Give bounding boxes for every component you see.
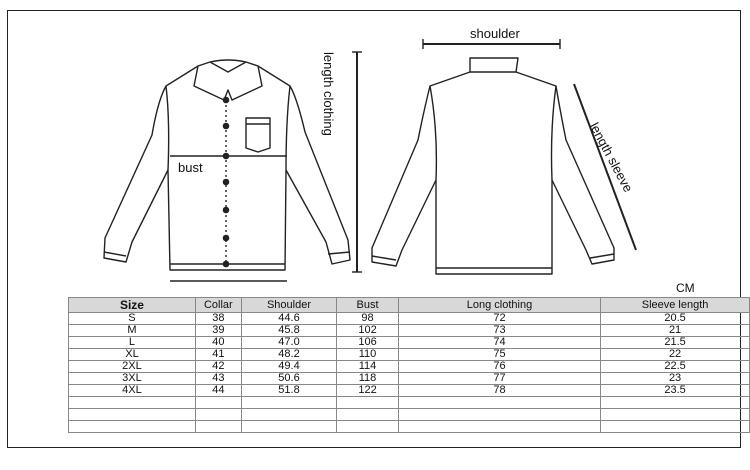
empty-table-row bbox=[69, 397, 750, 409]
shoulder-cell: 50.6 bbox=[241, 373, 336, 385]
collar-cell: 42 bbox=[195, 361, 241, 373]
table-row bbox=[69, 349, 750, 361]
long-clothing-cell: 78 bbox=[398, 385, 600, 397]
unit-label: CM bbox=[676, 281, 695, 295]
collar-cell: 44 bbox=[195, 385, 241, 397]
long-clothing-cell: 73 bbox=[398, 325, 600, 337]
empty-table-row bbox=[69, 409, 750, 421]
bust-cell: 98 bbox=[337, 313, 399, 325]
bust-cell: 110 bbox=[337, 349, 399, 361]
bust-label: bust bbox=[178, 160, 203, 175]
collar-cell: 40 bbox=[195, 337, 241, 349]
collar-cell: 38 bbox=[195, 313, 241, 325]
bust-cell: 122 bbox=[337, 385, 399, 397]
table-header-row bbox=[69, 298, 750, 313]
empty-table-row bbox=[69, 421, 750, 433]
sleeve-length-cell: 22.5 bbox=[601, 361, 750, 373]
size-cell: XL bbox=[69, 349, 196, 361]
table-row bbox=[69, 337, 750, 349]
sleeve-length-cell: 21 bbox=[601, 325, 750, 337]
size-cell: 4XL bbox=[69, 385, 196, 397]
collar-cell: 41 bbox=[195, 349, 241, 361]
button-dots bbox=[223, 97, 228, 266]
sleeve-length-cell: 22 bbox=[601, 349, 750, 361]
measurement-lines bbox=[170, 39, 636, 281]
table-row bbox=[69, 325, 750, 337]
sleeve-length-cell: 23.5 bbox=[601, 385, 750, 397]
header-long-clothing: Long clothing bbox=[398, 298, 600, 313]
size-cell: 3XL bbox=[69, 373, 196, 385]
table-row bbox=[69, 313, 750, 325]
back-shirt-drawing bbox=[372, 58, 614, 274]
long-clothing-cell: 72 bbox=[398, 313, 600, 325]
bust-cell: 118 bbox=[337, 373, 399, 385]
long-clothing-cell: 76 bbox=[398, 361, 600, 373]
collar-cell: 39 bbox=[195, 325, 241, 337]
bust-cell: 106 bbox=[337, 337, 399, 349]
shoulder-cell: 44.6 bbox=[241, 313, 336, 325]
size-cell: L bbox=[69, 337, 196, 349]
header-sleeve-length: Sleeve length bbox=[601, 298, 750, 313]
header-size: Size bbox=[69, 298, 196, 313]
size-cell: 2XL bbox=[69, 361, 196, 373]
table-row bbox=[69, 361, 750, 373]
shoulder-cell: 51.8 bbox=[241, 385, 336, 397]
sleeve-length-cell: 23 bbox=[601, 373, 750, 385]
bust-cell: 114 bbox=[337, 361, 399, 373]
shoulder-cell: 49.4 bbox=[241, 361, 336, 373]
shoulder-cell: 45.8 bbox=[241, 325, 336, 337]
table-row bbox=[69, 385, 750, 397]
header-bust: Bust bbox=[337, 298, 399, 313]
shoulder-cell: 47.0 bbox=[241, 337, 336, 349]
header-collar: Collar bbox=[195, 298, 241, 313]
size-cell: M bbox=[69, 325, 196, 337]
size-chart-table bbox=[68, 297, 750, 433]
shoulder-label: shoulder bbox=[470, 26, 520, 41]
long-clothing-cell: 77 bbox=[398, 373, 600, 385]
length-sleeve-label: length sleeve bbox=[586, 120, 636, 195]
table-body bbox=[69, 313, 750, 433]
long-clothing-cell: 74 bbox=[398, 337, 600, 349]
bust-cell: 102 bbox=[337, 325, 399, 337]
sleeve-length-cell: 21.5 bbox=[601, 337, 750, 349]
shoulder-cell: 48.2 bbox=[241, 349, 336, 361]
long-clothing-cell: 75 bbox=[398, 349, 600, 361]
length-clothing-label: length clothing bbox=[321, 52, 336, 136]
header-shoulder: Shoulder bbox=[241, 298, 336, 313]
sleeve-length-cell: 20.5 bbox=[601, 313, 750, 325]
collar-cell: 43 bbox=[195, 373, 241, 385]
size-cell: S bbox=[69, 313, 196, 325]
table-row bbox=[69, 373, 750, 385]
